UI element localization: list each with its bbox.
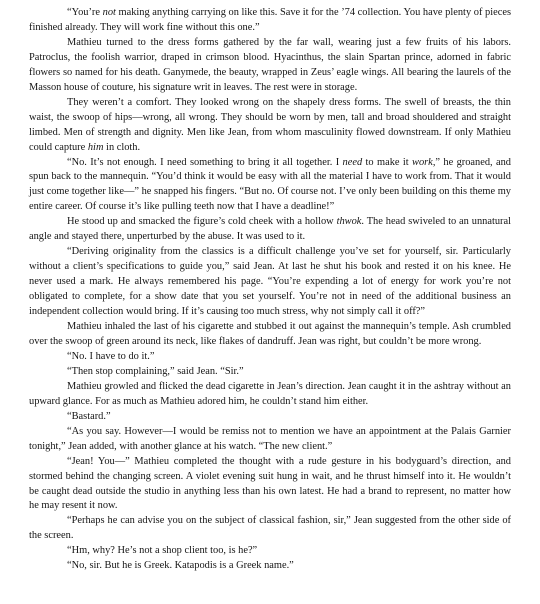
paragraph <box>29 320 511 350</box>
text-run: “No, sir. But he is Greek. Katapodis is a Greek name.” <box>67 560 294 572</box>
text-run: “Then stop complaining,” said Jean. “Sir.” <box>67 365 244 377</box>
text-run: . The head swiveled to an unnatural angle and stayed there, unperturbed by the abuse. It was used to it. <box>29 216 511 243</box>
paragraph <box>29 514 511 544</box>
italic-text: not <box>102 7 116 18</box>
text-run: “No. I have to do it.” <box>67 350 155 362</box>
paragraph <box>29 245 511 320</box>
text-run: “No. It’s not enough. I need something to bring it all together. I <box>67 156 343 168</box>
paragraph <box>29 455 511 515</box>
paragraph <box>29 215 511 245</box>
text-run: “Bastard.” <box>67 410 111 422</box>
paragraph <box>29 365 511 380</box>
text-run: “Jean! You—” Mathieu completed the thought with a rude gesture in his bodyguard’s direction, and stormed behind the changing screen. A violet evening suit hung in wait, and he thrust himself into it. He wouldn’t be caught dead outside the studio in anything less than his own latest. He had a brand to represent, no matter how he may resent it now. <box>29 455 511 512</box>
text-run: “Perhaps he can advise you on the subject of classical fashion, sir,” Jean suggested from the other side of the screen. <box>29 515 511 542</box>
paragraph <box>29 425 511 455</box>
paragraph <box>29 559 511 574</box>
text-run: Mathieu inhaled the last of his cigarette and stubbed it out against the mannequin’s temple. Ash crumbled over the swoop of green around its neck, like flakes of dandruff. Jean was right, but couldn’t be more wrong. <box>29 321 511 347</box>
text-run: in cloth. <box>103 141 141 153</box>
text-run: making anything carrying on like this. Save it for the ’74 collection. You have plenty of pieces finished already. They will work fine without this one.” <box>29 7 511 33</box>
text-run: Mathieu growled and flicked the dead cigarette in Jean’s direction. Jean caught it in the ashtray without an upward glance. For as much as Mathieu adored him, he couldn’t stand him either. <box>29 380 511 407</box>
text-run: to make it <box>362 156 413 168</box>
paragraph <box>29 156 511 216</box>
paragraph <box>29 544 511 559</box>
paragraph <box>29 96 511 156</box>
text-run: “As you say. However—I would be remiss not to mention we have an appointment at the Palais Garnier tonight,” Jean added, with another glance at his watch. “The new client.” <box>29 425 511 452</box>
italic-text: him <box>87 141 104 153</box>
text-run: “Hm, why? He’s not a shop client too, is he?” <box>67 545 258 557</box>
text-run: “Deriving originality from the classics is a difficult challenge you’ve set for yourself, sir. Particularly without a client’s specifications to guide you,” said Jean. At last he shut his book and rested it on his knee. He never used a mark. He always remembered his page. “You’re expending a lot of energy for work you’re not obligated to complete, for a show date that you set yourself. You’re not in need of the additional business an independent collection would bring. If it’s causing too much stress, why not simply call it off?” <box>29 246 511 318</box>
paragraph <box>29 380 511 410</box>
text-run: ,” he groaned, and spun back to the mannequin. “You’d think it would be easy with all the material I have to work from. That it would just come together like—” he snapped his fingers. “But no. Of course not. I’ve only been building on this theme my entire career. Of course it’s like pulling teeth now that I have a deadline!” <box>29 156 512 213</box>
text-run: He stood up and smacked the figure’s cold cheek with a hollow <box>67 216 337 228</box>
paragraph <box>29 36 511 96</box>
paragraph <box>29 410 511 425</box>
paragraph <box>29 350 511 365</box>
italic-text: need <box>342 156 363 168</box>
text-run: Mathieu turned to the dress forms gathered by the far wall, wearing just a few fruits of his labors. Patroclus, the foolish warrior, draped in crimson blood. Hyacinthus, the slain Spartan prince, adorned in fabric flowers so named for his death. Ganymede, the beauty, wrapped in Zeus’ eagle wings. All bearing the laurels of the Masson house of couture, his signature writ in leaves. The rest were in storage. <box>29 36 511 93</box>
italic-text: thwok <box>336 216 362 228</box>
paragraph <box>29 6 511 36</box>
text-run: They weren’t a comfort. They looked wrong on the shapely dress forms. The swell of breasts, the thin waist, the swoop of hips—wrong, all wrong. They should be worn by men, tall and broad shouldered and straight limbed. Men of strength and dignity. Men like Jean, from whom masculinity flowed downstream. If only Mathieu could capture <box>29 96 511 153</box>
text-run: “You’re <box>67 7 103 18</box>
italic-text: work <box>412 156 433 168</box>
